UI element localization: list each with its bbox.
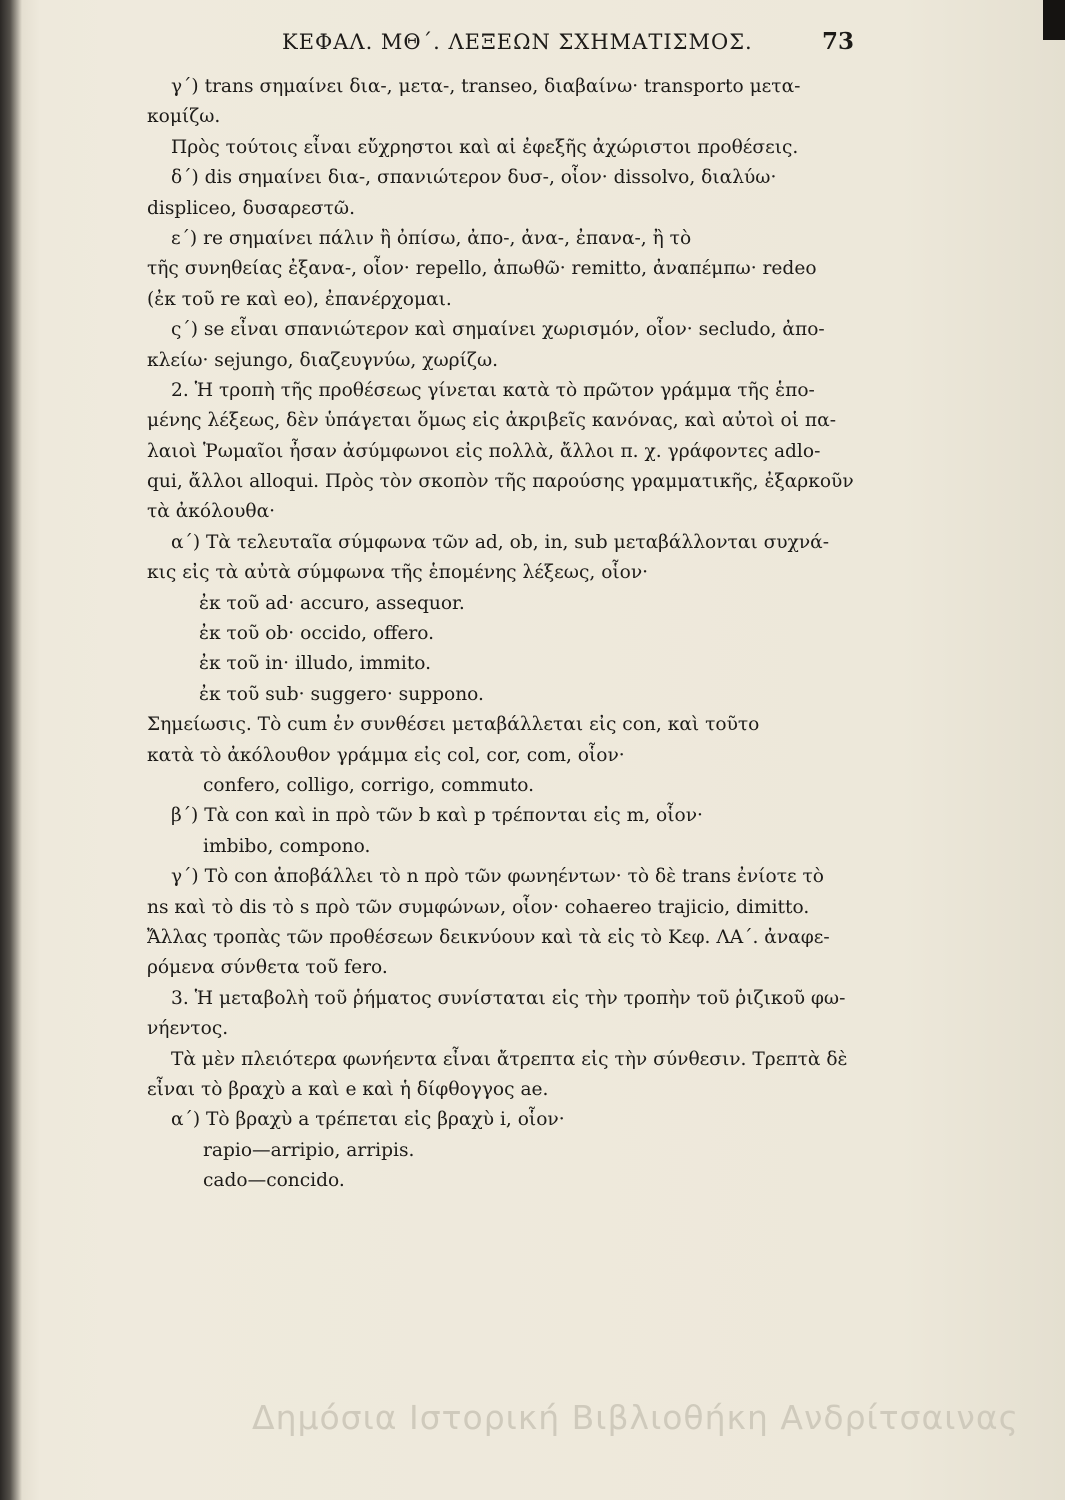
text-line: α΄) Τὰ τελευταῖα σύμφωνα τῶν ad, ob, in, sub μεταβάλλονται συχνά- [171,531,829,553]
text-line: cado—concido. [203,1170,345,1192]
text-line: ρόμενα σύνθετα τοῦ fero. [147,957,388,979]
text-line: ε΄) re σημαίνει πάλιν ἢ ὀπίσω, ἀπο-, ἀνα-, ἐπανα-, ἢ τὸ [171,227,692,249]
text-line: α΄) Τὸ βραχὺ a τρέπεται εἰς βραχὺ i, οἷον· [171,1109,565,1131]
text-line: 2. Ἡ τροπὴ τῆς προθέσεως γίνεται κατὰ τὸ πρῶτον γράμμα τῆς ἑπο- [171,379,815,401]
library-watermark: Δημόσια Ιστορική Βιβλιοθήκη Ανδρίτσαινας [252,1398,1019,1437]
text-line: 3. Ἡ μεταβολὴ τοῦ ῥήματος συνίσταται εἰς τὴν τροπὴν τοῦ ῥιζικοῦ φω- [171,987,846,1009]
text-line: (ἐκ τοῦ re καὶ eo), ἐπανέρχομαι. [147,288,452,310]
text-line: confero, colligo, corrigo, commuto. [203,774,535,796]
text-line: Ἄλλας τροπὰς τῶν προθέσεων δεικνύουν καὶ τὰ εἰς τὸ Κεφ. ΛΑ΄. ἀναφε- [147,926,830,948]
text-line: qui, ἄλλοι alloqui. Πρὸς τὸν σκοπὸν τῆς παρούσης γραμματικῆς, ἐξαρκοῦν [147,471,854,493]
text-line: γ΄) trans σημαίνει δια-, μετα-, transeo, διαβαίνω· transporto μετα- [171,76,801,97]
text-line: κλείω· sejungo, διαζευγνύω, χωρίζω. [147,349,499,371]
page-corner-shadow [1043,0,1065,40]
text-line: Πρὸς τούτοις εἶναι εὔχρηστοι καὶ αἱ ἐφεξῆς ἀχώριστοι προθέσεις. [171,136,799,158]
text-line: εἶναι τὸ βραχὺ a καὶ e καὶ ἡ δίφθογγος ae. [147,1078,549,1100]
text-line: ἐκ τοῦ in· illudo, immito. [199,653,432,675]
text-line: rapio—arripio, arripis. [203,1139,415,1161]
text-line: λαιοὶ Ῥωμαῖοι ἦσαν ἀσύμφωνοι εἰς πολλὰ, ἄλλοι π. χ. γράφοντες adlo- [147,440,821,462]
text-line: δ΄) dis σημαίνει δια-, σπανιώτερον δυσ-, οἷον· dissolvo, διαλύω· [171,167,777,189]
text-line: Τὰ μὲν πλειότερα φωνήεντα εἶναι ἄτρεπτα εἰς τὴν σύνθεσιν. Τρεπτὰ δὲ [171,1048,848,1070]
text-line: κομίζω. [147,106,221,128]
text-line: ἐκ τοῦ sub· suggero· suppono. [199,683,484,705]
body-text [147,72,917,1196]
text-line: ς΄) se εἶναι σπανιώτερον καὶ σημαίνει χωρισμόν, οἷον· secludo, ἀπο- [171,319,825,341]
text-line: β΄) Τὰ con καὶ in πρὸ τῶν b καὶ p τρέπονται εἰς m, οἷον· [171,805,703,827]
text-line: τὰ ἀκόλουθα· [147,501,276,523]
text-line: displiceo, δυσαρεστῶ. [147,197,355,219]
text-line: κατὰ τὸ ἀκόλουθον γράμμα εἰς col, cor, com, οἷον· [147,744,625,766]
text-line: ἐκ τοῦ ad· accuro, assequor. [199,592,465,614]
text-line: ἐκ τοῦ ob· occido, offero. [199,623,435,645]
text-line: γ΄) Τὸ con ἀποβάλλει τὸ n πρὸ τῶν φωνηέντων· τὸ δὲ trans ἐνίοτε τὸ [171,866,825,888]
page-number: 73 [822,28,855,55]
text-line: ns καὶ τὸ dis τὸ s πρὸ τῶν συμφώνων, οἷον· cohaereo trajicio, dimitto. [147,896,810,918]
text-line: μένης λέξεως, δὲν ὑπάγεται ὅμως εἰς ἀκριβεῖς κανόνας, καὶ αὐτοὶ οἱ πα- [147,410,836,432]
text-line: imbibo, compono. [203,835,371,857]
text-line: νήεντος. [147,1018,229,1040]
text-line: τῆς συνηθείας ἐξανα-, οἷον· repello, ἀπωθῶ· remitto, ἀναπέμπω· redeo [147,258,817,280]
running-header: ΚΕΦΑΛ. ΜΘ΄. ΛΕΞΕΩΝ ΣΧΗΜΑΤΙΣΜΟΣ. [282,30,753,54]
book-spine-shadow [0,0,22,1500]
text-line: Σημείωσις. Τὸ cum ἐν συνθέσει μεταβάλλεται εἰς con, καὶ τοῦτο [147,714,760,736]
text-line: κις εἰς τὰ αὐτὰ σύμφωνα τῆς ἑπομένης λέξεως, οἷον· [147,562,649,584]
